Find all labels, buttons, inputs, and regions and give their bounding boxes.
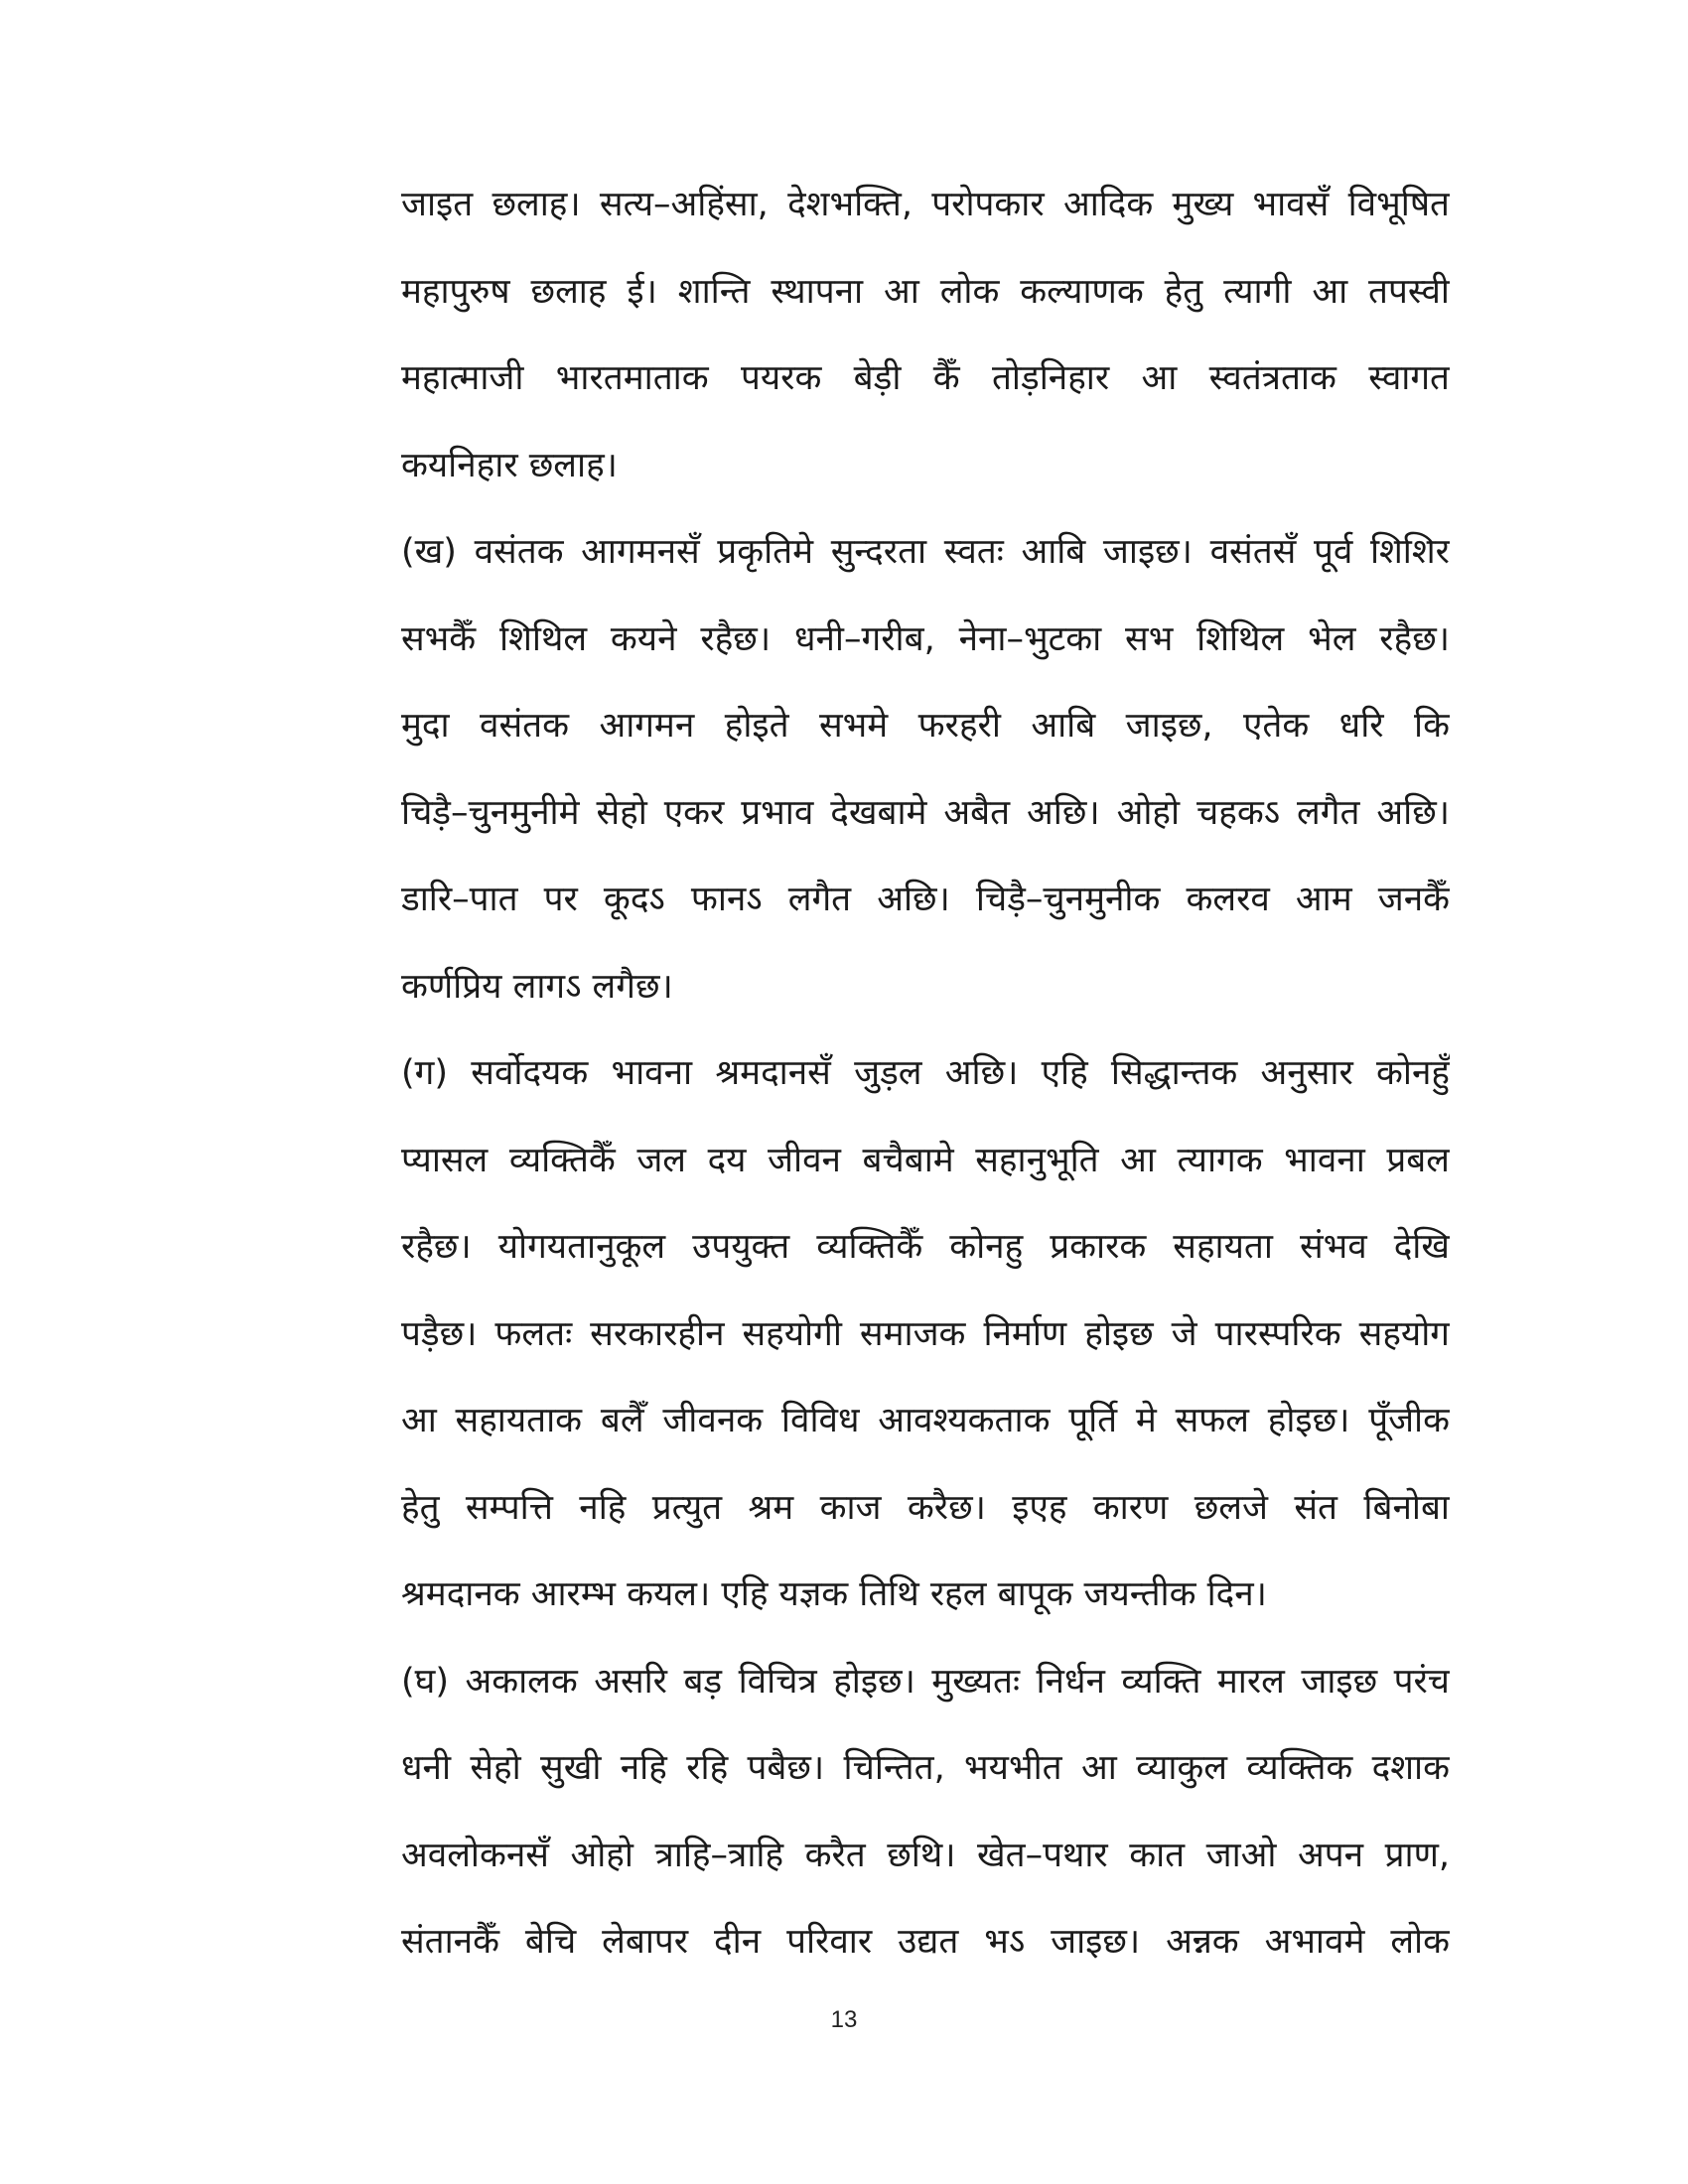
text-line: आ सहायताक बलैँ जीवनक विविध आवश्यकताक पूर्ति मे सफल होइछ। पूँजीक xyxy=(401,1401,1450,1440)
text-line: श्रमदानक आरम्भ कयल। एहि यज्ञक तिथि रहल बापूक जयन्तीक दिन। xyxy=(401,1574,1267,1614)
text-line: प्यासल व्यक्तिकैँ जल दय जीवन बचैबामे सहानुभूति आ त्यागक भावना प्रबल xyxy=(401,1140,1450,1180)
text-line: जाइत छलाह। सत्य–अहिंसा, देशभक्ति, परोपकार आदिक मुख्य भावसँ विभूषित xyxy=(401,185,1450,224)
text-line: कयनिहार छलाह। xyxy=(401,445,618,485)
text-line: (घ) अकालक असरि बड़ विचित्र होइछ। मुख्यतः निर्धन व्यक्ति मारल जाइछ परंच xyxy=(401,1661,1450,1702)
text-line: महापुरुष छलाह ई। शान्ति स्थापना आ लोक कल्याणक हेतु त्यागी आ तपस्वी xyxy=(401,271,1450,312)
text-line: संतानकैँ बेचि लेबापर दीन परिवार उद्यत भऽ जाइछ। अन्नक अभावमे लोक xyxy=(401,1922,1450,1962)
text-line: मुदा वसंतक आगमन होइते सभमे फरहरी आबि जाइछ, एतेक धरि कि xyxy=(401,706,1450,746)
paragraph-kha xyxy=(401,520,1450,1041)
text-line: चिड़ै–चुनमुनीमे सेहो एकर प्रभाव देखबामे अबैत अछि। ओहो चहकऽ लगैत अछि। xyxy=(401,792,1450,833)
paragraph-continuation xyxy=(401,173,1450,520)
text-line: डारि–पात पर कूदऽ फानऽ लगैत अछि। चिड़ै–चुनमुनीक कलरव आम जनकैँ xyxy=(401,880,1450,919)
text-line: पड़ैछ। फलतः सरकारहीन सहयोगी समाजक निर्माण होइछ जे पारस्परिक सहयोग xyxy=(401,1313,1450,1354)
paragraph-gha xyxy=(401,1650,1450,1997)
text-line: सभकैँ शिथिल कयने रहैछ। धनी–गरीब, नेना–भुटका सभ शिथिल भेल रहैछ। xyxy=(401,618,1450,659)
text-line: (ख) वसंतक आगमनसँ प्रकृतिमे सुन्दरता स्वतः आबि जाइछ। वसंतसँ पूर्व शिशिर xyxy=(401,532,1450,572)
text-line: महात्माजी भारतमाताक पयरक बेड़ी कैँ तोड़निहार आ स्वतंत्रताक स्वागत xyxy=(401,358,1450,398)
text-line: अवलोकनसँ ओहो त्राहि–त्राहि करैत छथि। खेत–पथार कात जाओ अपन प्राण, xyxy=(401,1835,1450,1875)
text-line: कर्णप्रिय लागऽ लगैछ। xyxy=(401,966,673,1007)
text-line: धनी सेहो सुखी नहि रहि पबैछ। चिन्तित, भयभीत आ व्याकुल व्यक्तिक दशाक xyxy=(401,1748,1450,1788)
text-line: रहैछ। योगयतानुकूल उपयुक्त व्यक्तिकैँ कोनहु प्रकारक सहायता संभव देखि xyxy=(401,1227,1450,1267)
body-text xyxy=(401,173,1450,1997)
page-number: 13 xyxy=(830,2006,858,2033)
text-line: हेतु सम्पत्ति नहि प्रत्युत श्रम काज करैछ। इएह कारण छलजे संत बिनोबा xyxy=(401,1487,1450,1528)
text-line: (ग) सर्वोदयक भावना श्रमदानसँ जुड़ल अछि। एहि सिद्धान्तक अनुसार कोनहुँ xyxy=(401,1053,1450,1093)
paragraph-ga xyxy=(401,1041,1450,1650)
